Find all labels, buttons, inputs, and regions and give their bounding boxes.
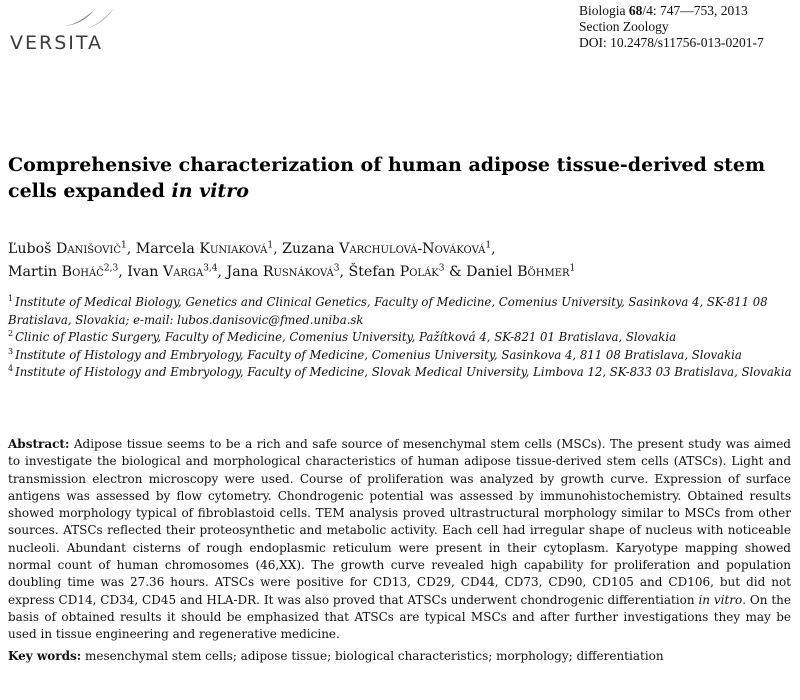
journal-section: Section Zoology <box>579 19 669 34</box>
author-first-name: Jana <box>226 264 263 280</box>
affiliation-text: Institute of Medical Biology, Genetics and Clinical Genetics, Faculty of Medicine, Comenius University, Sasinkova 4, SK-811 08 Bratislava, Slovakia; e-mail: lubos.danisovic@fmed.uniba.sk <box>8 295 768 327</box>
author-separator: , <box>273 241 283 257</box>
journal-citation <box>579 3 794 19</box>
author-last-name: Boháč <box>61 264 104 280</box>
author <box>136 241 273 257</box>
versita-swoosh-icon <box>62 6 116 32</box>
affiliation-number: 1 <box>8 294 14 304</box>
author-last-name: Rusnáková <box>262 264 334 280</box>
author-first-name: Štefan <box>348 264 400 280</box>
author-affil-mark: 3 <box>333 263 340 274</box>
author-first-name: Marcela <box>135 241 200 257</box>
publisher-name: VERSITA <box>10 32 103 54</box>
author-first-name: Ľuboš <box>8 241 56 257</box>
affiliation-text: Institute of Histology and Embryology, Faculty of Medicine, Comenius University, Sasinkova 4, 811 08 Bratislava, Slovakia <box>15 347 742 362</box>
publisher-logo <box>10 6 130 56</box>
author-separator: , <box>339 264 349 280</box>
author-last-name: Kuniaková <box>199 241 268 257</box>
author-last-name: Polák <box>399 264 439 280</box>
author-affil-mark: 1 <box>569 263 576 274</box>
affiliation-number: 4 <box>8 364 14 374</box>
title-italic: in vitro <box>171 180 249 202</box>
affiliation <box>8 347 798 365</box>
journal-name: Biologia <box>579 3 626 18</box>
abstract-text-end: . On the basis of obtained results it should be emphasized that ATSCs are typical MSCs and after further investigations they may be used in tissue engineering and regenerative medicine. <box>8 592 791 642</box>
author-first-name: Daniel <box>466 264 518 280</box>
abstract-label: Abstract: <box>8 437 70 451</box>
affiliation <box>8 294 798 329</box>
author <box>8 264 118 280</box>
author-separator: , <box>491 241 496 257</box>
affiliation-list <box>8 294 798 382</box>
abstract-text: Adipose tissue seems to be a rich and safe source of mesenchymal stem cells (MSCs). The present study was aimed to investigate the biological and morphological characteristics of human adipose tissue-derived stem cells (ATSCs). Light and transmission electron microscopy were used. Course of proliferation was analyzed by growth curve. Expression of surface antigens was assessed by flow cytometry. Chondrogenic potential was assessed by immunohistochemistry. Obtained results showed morphology typical of fibroblastoid cells. TEM analysis proved ultrastructural morphology similar to MSCs from other sources. ATSCs reflected their proteosynthetic and metabolic activity. Each cell had irregular shape of nucleus with noticeable nucleoli. Abundant cisterns of rough endoplasmic reticulum were present in their cytoplasm. Karyotype mapping showed normal count of human chromosomes (46,XX). The growth curve revealed high capability for proliferation and population doubling time was 27.36 hours. ATSCs were positive for CD13, CD29, CD44, CD73, CD90, CD105 and CD106, but did not express CD14, CD34, CD45 and HLA-DR. It was also proved that ATSCs underwent chondrogenic differentiation <box>8 437 791 607</box>
author-first-name: Martin <box>8 264 62 280</box>
keywords-label: Key words: <box>8 649 82 663</box>
author-last-name: Böhmer <box>517 264 570 280</box>
author <box>227 264 340 280</box>
abstract <box>8 436 791 644</box>
journal-volume: 68 <box>628 3 643 18</box>
keywords <box>8 648 791 665</box>
author-last-name: Varga <box>162 264 204 280</box>
author <box>282 241 491 257</box>
journal-doi: DOI: 10.2478/s11756-013-0201-7 <box>579 35 764 50</box>
author-affil-mark: 1 <box>120 240 127 251</box>
author <box>127 264 217 280</box>
author-affil-mark: 1 <box>485 240 492 251</box>
article-title <box>8 152 793 204</box>
author-separator: & <box>444 264 467 280</box>
author-first-name: Ivan <box>127 264 163 280</box>
author-separator: , <box>126 241 136 257</box>
affiliation <box>8 364 798 382</box>
abstract-italic: in vitro <box>698 592 743 607</box>
affiliation-text: Institute of Histology and Embryology, Faculty of Medicine, Slovak Medical University, Limbova 12, SK-833 03 Bratislava, Slovakia <box>15 365 792 379</box>
journal-issue-pages: /4: 747—753, 2013 <box>642 3 748 18</box>
author <box>8 241 127 257</box>
author-affil-mark: 3,4 <box>203 263 218 274</box>
affiliation-number: 2 <box>8 329 14 339</box>
author-separator: , <box>118 264 128 280</box>
affiliation <box>8 329 798 347</box>
affiliation-number: 3 <box>8 346 14 356</box>
author-first-name: Zuzana <box>282 241 340 257</box>
author-last-name: Varchulová-Nováková <box>339 241 486 257</box>
author <box>349 264 445 280</box>
author-affil-mark: 2,3 <box>103 263 119 274</box>
author-list <box>8 238 798 284</box>
author-last-name: Danišovič <box>55 241 121 257</box>
keywords-text: mesenchymal stem cells; adipose tissue; biological characteristics; morphology; differentiation <box>81 649 664 663</box>
title-main: Comprehensive characterization of human adipose tissue-derived stem cells expanded <box>8 154 766 202</box>
journal-info <box>579 3 794 51</box>
author-affil-mark: 1 <box>267 240 274 251</box>
author <box>466 264 575 280</box>
affiliation-text: Clinic of Plastic Surgery, Faculty of Medicine, Comenius University, Pažítková 4, SK-821 01 Bratislava, Slovakia <box>15 330 677 344</box>
author-affil-mark: 3 <box>438 263 445 274</box>
author-separator: , <box>217 264 227 280</box>
